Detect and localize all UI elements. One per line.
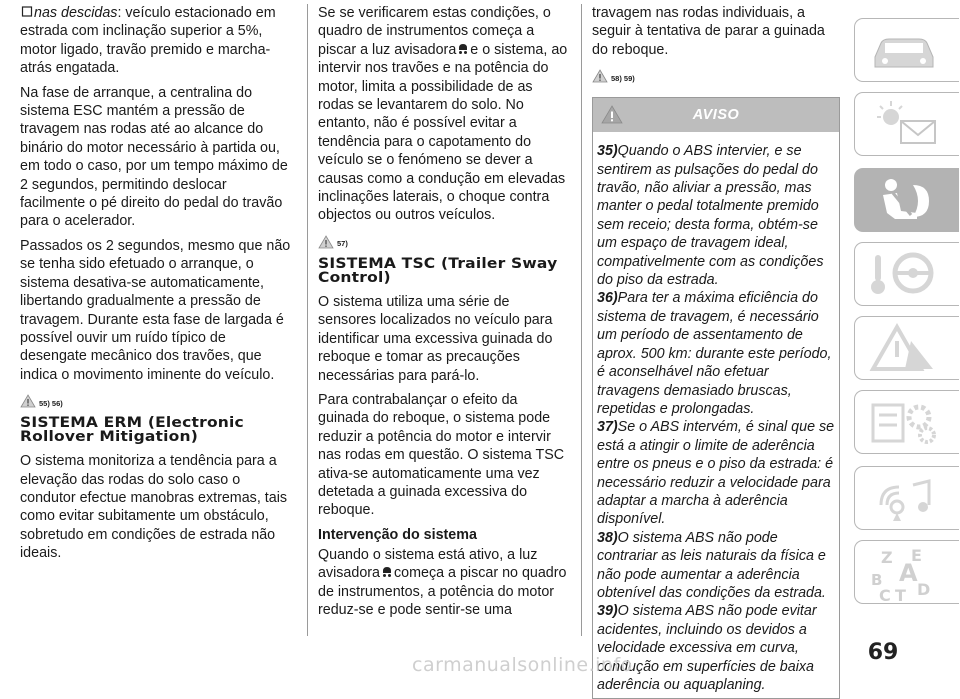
paragraph-erm-intervention: Se se verificarem estas condições, o quadro de instrumentos começa a piscar a luz avisadora e o sistema, ao intervir nos travões e na potência do motor, limita a possibilidade de as rodas se levantarem do solo. No entanto, não é possível evitar a tendência para o capotamento do veículo se o fenómeno se dever a causas como a condução em elevadas inclinações laterais, o choque contra objectos ou outros veículos. — [318, 5, 568, 224]
column-divider — [307, 4, 308, 636]
aviso-header — [593, 98, 839, 132]
aviso-title: AVISO — [692, 107, 740, 124]
seat-airbag-safety-icon — [867, 173, 947, 227]
page-number: 69 — [867, 640, 899, 665]
maintenance-gears-icon — [867, 395, 947, 449]
paragraph-hill-start: nas descidas: veículo estacionado em estrada com inclinação superior a 5%, motor ligado, travão premido e marcha-atrás engatada. — [20, 5, 276, 77]
tab-emergency[interactable] — [854, 316, 959, 380]
index-letter: Z — [881, 548, 893, 567]
paragraph-tsc-counter: Para contrabalançar o efeito da guinada do reboque, o sistema pode reduzir a potência do motor e intervir nas rodas em questão. O sistema TSC ativa-se automaticamente uma vez detetada a guinada excessiva do reboque. — [318, 391, 565, 519]
paragraph-tsc-active: Quando o sistema está ativo, a luz avisadora começa a piscar no quadro de instrumentos, a potência do motor reduz-se e pode sentir-se uma — [318, 546, 567, 618]
bullet-square-icon — [21, 5, 33, 18]
warning-reference — [318, 231, 570, 253]
text-column-2 — [318, 4, 570, 625]
index-letter: T — [895, 586, 906, 605]
aviso-item: 39)O sistema ABS não pode evitar acidentes, incluindo os devidos a velocidade excessiva em curva, condução em superfícies de baixa aderência ou aquaplaning. — [597, 603, 817, 693]
warning-refs-text: 55) 56) — [39, 398, 63, 408]
tab-multimedia[interactable] — [854, 466, 959, 530]
heading-erm: SISTEMA ERM (Electronic Rollover Mitigation) — [20, 414, 244, 445]
index-letter: D — [917, 580, 931, 599]
aviso-item: 38)O sistema ABS não pode contrariar as leis naturais da física e não pode aumentar a aderência obtenível das condições da estrada. — [597, 529, 826, 601]
warning-lights-message-icon — [867, 97, 947, 151]
breakdown-triangle-icon — [867, 321, 947, 375]
subheading-intervention: Intervenção do sistema — [318, 526, 477, 543]
index-letter: C — [879, 586, 891, 605]
tab-maintenance[interactable] — [854, 390, 959, 454]
tab-warning-lights[interactable] — [854, 92, 959, 156]
tab-dashboard[interactable] — [854, 18, 959, 82]
esc-warning-light-icon — [457, 42, 469, 55]
warning-triangle-icon — [592, 69, 608, 83]
index-letters-icon — [867, 545, 947, 605]
esc-warning-light-icon — [381, 565, 393, 578]
index-letter: A — [899, 559, 918, 587]
paragraph-erm: O sistema monitoriza a tendência para a elevação das rodas do solo caso o condutor efectue manobras extremas, tais como evitar subitamente um obstáculo, sobretudo em condições de estrada não ideais. — [20, 453, 288, 562]
key-steering-start-icon — [867, 247, 947, 301]
text-column-1 — [20, 4, 292, 569]
watermark: carmanualsonline.info — [412, 654, 633, 676]
aviso-body — [593, 132, 839, 698]
multimedia-antenna-icon — [867, 471, 947, 525]
paragraph-tsc-sensors: O sistema utiliza uma série de sensores localizados no veículo para identificar uma excessiva guinada do reboque e tomar as precauções necessárias para pará-lo. — [318, 293, 553, 384]
heading-tsc: SISTEMA TSC (Trailer Sway Control) — [318, 255, 558, 286]
warning-triangle-icon — [318, 235, 334, 249]
paragraph-esc-pressure: Na fase de arranque, a centralina do sistema ESC mantém a pressão de travagem nas rodas até ao alcance do binário do motor necessário à partida ou, em todo o caso, por um tempo máximo de 2 segundos, permitindo deslocar facilmente o pé direito do pedal do travão para o acelerador. — [20, 84, 288, 230]
aviso-item: 36)Para ter a máxima eficiência do sistema de travagem, é necessário um período de assentamento de aprox. 500 km: durante este período, é aconselhável não efetuar travagens demasiado bruscas, repetidas e prolongadas. — [597, 290, 832, 417]
aviso-item: 35)Quando o ABS intervier, e se sentirem as pulsações do pedal do travão, não aliviar a pressão, mas manter o pedal totalmente premido sem receio; desta forma, obtém-se um espaço de travagem ideal, compativelmente com as condições do piso da estrada. — [597, 143, 824, 289]
index-letter: B — [871, 571, 883, 589]
column-divider — [581, 4, 582, 636]
tab-safety[interactable] — [854, 168, 959, 232]
tab-starting-driving[interactable] — [854, 242, 959, 306]
warning-refs-text: 57) — [337, 239, 348, 249]
paragraph-esc-release: Passados os 2 segundos, mesmo que não se tenha sido efetuado o arranque, o sistema desativa-se automaticamente, libertando gradualmente a pressão de travagem. Durante esta fase de largada é possível ouvir um ruído típico de desengate mecânico dos travões, que indica o movimento iminente do veículo. — [20, 237, 291, 383]
aviso-item: 37)Se o ABS intervém, é sinal que se está a atingir o limite de aderência entre os pneus e o piso da estrada: é necessário reduzir a velocidade para adaptar a marcha à aderência disponível. — [597, 419, 835, 528]
warning-triangle-icon — [20, 394, 36, 408]
warning-reference — [20, 390, 292, 412]
paragraph-tsc-braking: travagem nas rodas individuais, a seguir à tentativa de parar a guinada do reboque. — [592, 5, 825, 58]
car-dashboard-icon — [867, 23, 947, 77]
emphasis-text: nas descidas — [34, 5, 118, 21]
warning-reference — [592, 65, 840, 87]
aviso-box — [592, 97, 840, 699]
text-column-3 — [592, 4, 840, 699]
tab-index[interactable] — [854, 540, 959, 604]
warning-triangle-icon — [601, 105, 623, 124]
warning-refs-text: 58) 59) — [611, 73, 635, 83]
index-letter: E — [911, 546, 922, 565]
